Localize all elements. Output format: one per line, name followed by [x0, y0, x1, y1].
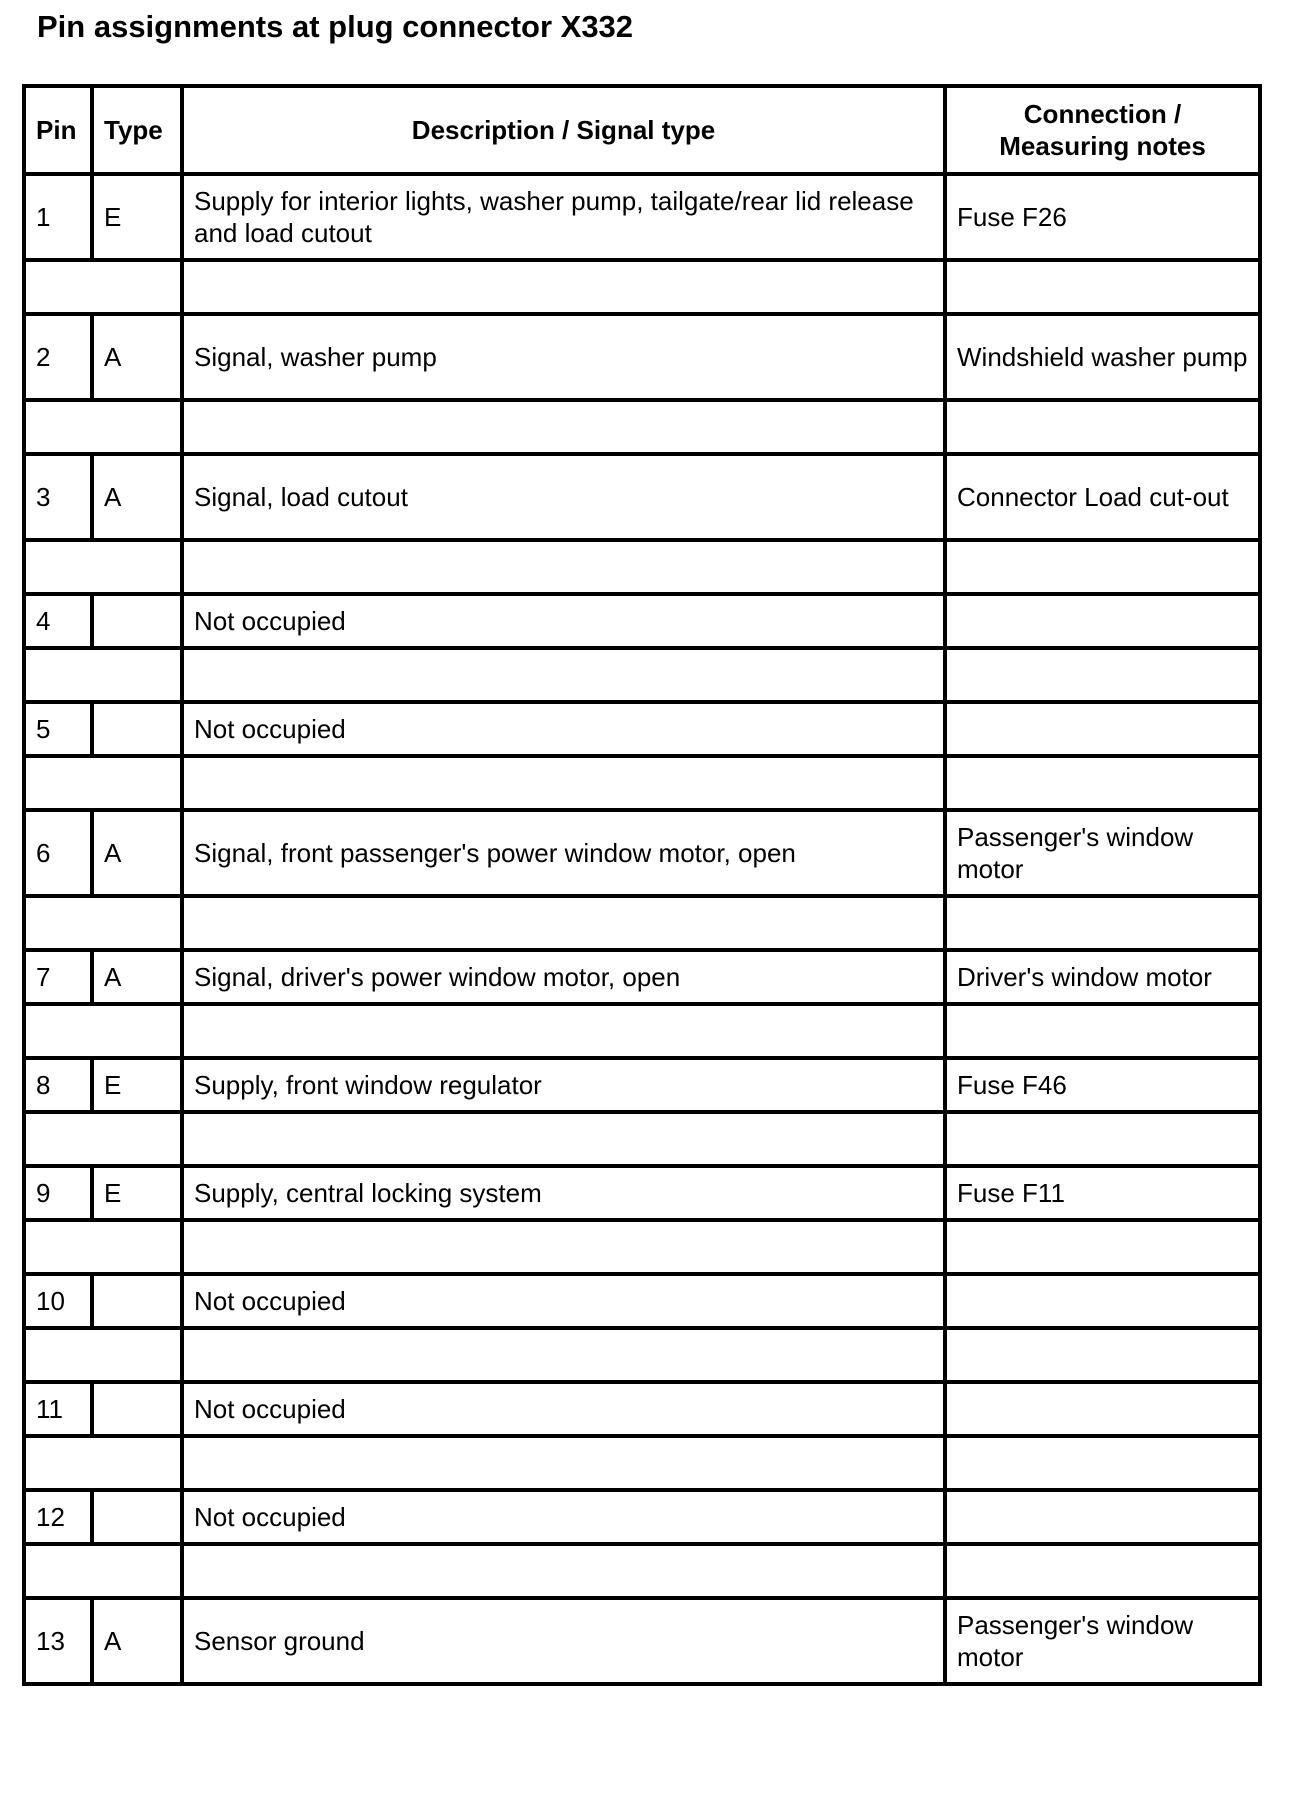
- table-row: [24, 950, 1260, 1004]
- spacer-cell: [24, 260, 182, 314]
- table-row: [24, 1382, 1260, 1436]
- page-title: Pin assignments at plug connector X332: [37, 9, 634, 44]
- pin-assignment-table: [22, 84, 1262, 1686]
- cell-description: Not occupied: [182, 594, 945, 648]
- header-pin: Pin: [24, 86, 92, 174]
- cell-type: A: [92, 1598, 182, 1684]
- spacer-cell: [24, 1220, 182, 1274]
- table-row: [24, 594, 1260, 648]
- spacer-cell: [945, 648, 1260, 702]
- spacer-cell: [24, 756, 182, 810]
- cell-connection: Fuse F11: [945, 1166, 1260, 1220]
- spacer-row: [24, 1544, 1260, 1598]
- spacer-row: [24, 756, 1260, 810]
- spacer-cell: [945, 1220, 1260, 1274]
- header-row: [24, 86, 1260, 174]
- spacer-cell: [182, 1112, 945, 1166]
- spacer-cell: [24, 648, 182, 702]
- cell-type: [92, 702, 182, 756]
- cell-connection: Passenger's window motor: [945, 1598, 1260, 1684]
- cell-type: E: [92, 174, 182, 260]
- header-connection: Connection / Measuring notes: [945, 86, 1260, 174]
- spacer-cell: [182, 1220, 945, 1274]
- cell-description: Not occupied: [182, 702, 945, 756]
- cell-connection: Windshield washer pump: [945, 314, 1260, 400]
- cell-description: Not occupied: [182, 1274, 945, 1328]
- spacer-cell: [945, 540, 1260, 594]
- spacer-cell: [182, 648, 945, 702]
- cell-description: Supply, front window regulator: [182, 1058, 945, 1112]
- table-body: [24, 174, 1260, 1684]
- cell-pin: 7: [24, 950, 92, 1004]
- table-row: [24, 1490, 1260, 1544]
- cell-description: Signal, driver's power window motor, open: [182, 950, 945, 1004]
- cell-connection: Fuse F46: [945, 1058, 1260, 1112]
- spacer-cell: [945, 1544, 1260, 1598]
- spacer-cell: [182, 1436, 945, 1490]
- cell-type: [92, 1274, 182, 1328]
- spacer-cell: [24, 400, 182, 454]
- table-row: [24, 314, 1260, 400]
- cell-pin: 9: [24, 1166, 92, 1220]
- spacer-row: [24, 260, 1260, 314]
- cell-description: Signal, front passenger's power window motor, open: [182, 810, 945, 896]
- cell-connection: Connector Load cut-out: [945, 454, 1260, 540]
- cell-type: A: [92, 950, 182, 1004]
- cell-description: Supply for interior lights, washer pump, tailgate/rear lid release and load cutout: [182, 174, 945, 260]
- cell-connection: Fuse F26: [945, 174, 1260, 260]
- spacer-cell: [182, 756, 945, 810]
- cell-description: Signal, load cutout: [182, 454, 945, 540]
- spacer-cell: [945, 1112, 1260, 1166]
- cell-connection: Driver's window motor: [945, 950, 1260, 1004]
- spacer-cell: [945, 1328, 1260, 1382]
- header-type: Type: [92, 86, 182, 174]
- cell-type: E: [92, 1166, 182, 1220]
- cell-pin: 3: [24, 454, 92, 540]
- spacer-cell: [182, 540, 945, 594]
- cell-pin: 8: [24, 1058, 92, 1112]
- cell-description: Not occupied: [182, 1382, 945, 1436]
- cell-pin: 6: [24, 810, 92, 896]
- cell-connection: [945, 1382, 1260, 1436]
- spacer-cell: [182, 1328, 945, 1382]
- cell-connection: [945, 1490, 1260, 1544]
- cell-pin: 4: [24, 594, 92, 648]
- cell-connection: Passenger's window motor: [945, 810, 1260, 896]
- table-row: [24, 1166, 1260, 1220]
- spacer-row: [24, 400, 1260, 454]
- spacer-cell: [945, 1004, 1260, 1058]
- spacer-row: [24, 1004, 1260, 1058]
- table-row: [24, 174, 1260, 260]
- cell-pin: 2: [24, 314, 92, 400]
- table-row: [24, 810, 1260, 896]
- cell-pin: 1: [24, 174, 92, 260]
- cell-pin: 11: [24, 1382, 92, 1436]
- spacer-cell: [182, 260, 945, 314]
- cell-connection: [945, 702, 1260, 756]
- spacer-cell: [24, 896, 182, 950]
- spacer-cell: [945, 756, 1260, 810]
- cell-pin: 12: [24, 1490, 92, 1544]
- table-row: [24, 1058, 1260, 1112]
- cell-type: [92, 1382, 182, 1436]
- table-row: [24, 1274, 1260, 1328]
- table-row: [24, 702, 1260, 756]
- spacer-row: [24, 1328, 1260, 1382]
- cell-description: Sensor ground: [182, 1598, 945, 1684]
- cell-description: Signal, washer pump: [182, 314, 945, 400]
- spacer-cell: [945, 260, 1260, 314]
- cell-description: Supply, central locking system: [182, 1166, 945, 1220]
- cell-type: [92, 1490, 182, 1544]
- cell-type: E: [92, 1058, 182, 1112]
- cell-connection: [945, 594, 1260, 648]
- spacer-cell: [24, 1004, 182, 1058]
- spacer-cell: [182, 400, 945, 454]
- spacer-cell: [182, 896, 945, 950]
- spacer-row: [24, 896, 1260, 950]
- table-row: [24, 454, 1260, 540]
- spacer-row: [24, 648, 1260, 702]
- cell-type: A: [92, 314, 182, 400]
- cell-type: A: [92, 454, 182, 540]
- cell-description: Not occupied: [182, 1490, 945, 1544]
- spacer-row: [24, 1436, 1260, 1490]
- spacer-cell: [24, 1436, 182, 1490]
- spacer-cell: [945, 400, 1260, 454]
- spacer-row: [24, 1112, 1260, 1166]
- spacer-cell: [182, 1544, 945, 1598]
- spacer-row: [24, 1220, 1260, 1274]
- cell-type: [92, 594, 182, 648]
- spacer-cell: [24, 1328, 182, 1382]
- cell-pin: 13: [24, 1598, 92, 1684]
- spacer-cell: [945, 896, 1260, 950]
- table-row: [24, 1598, 1260, 1684]
- cell-type: A: [92, 810, 182, 896]
- header-description: Description / Signal type: [182, 86, 945, 174]
- spacer-cell: [24, 1544, 182, 1598]
- cell-connection: [945, 1274, 1260, 1328]
- spacer-cell: [24, 540, 182, 594]
- spacer-cell: [945, 1436, 1260, 1490]
- spacer-row: [24, 540, 1260, 594]
- cell-pin: 10: [24, 1274, 92, 1328]
- spacer-cell: [182, 1004, 945, 1058]
- spacer-cell: [24, 1112, 182, 1166]
- cell-pin: 5: [24, 702, 92, 756]
